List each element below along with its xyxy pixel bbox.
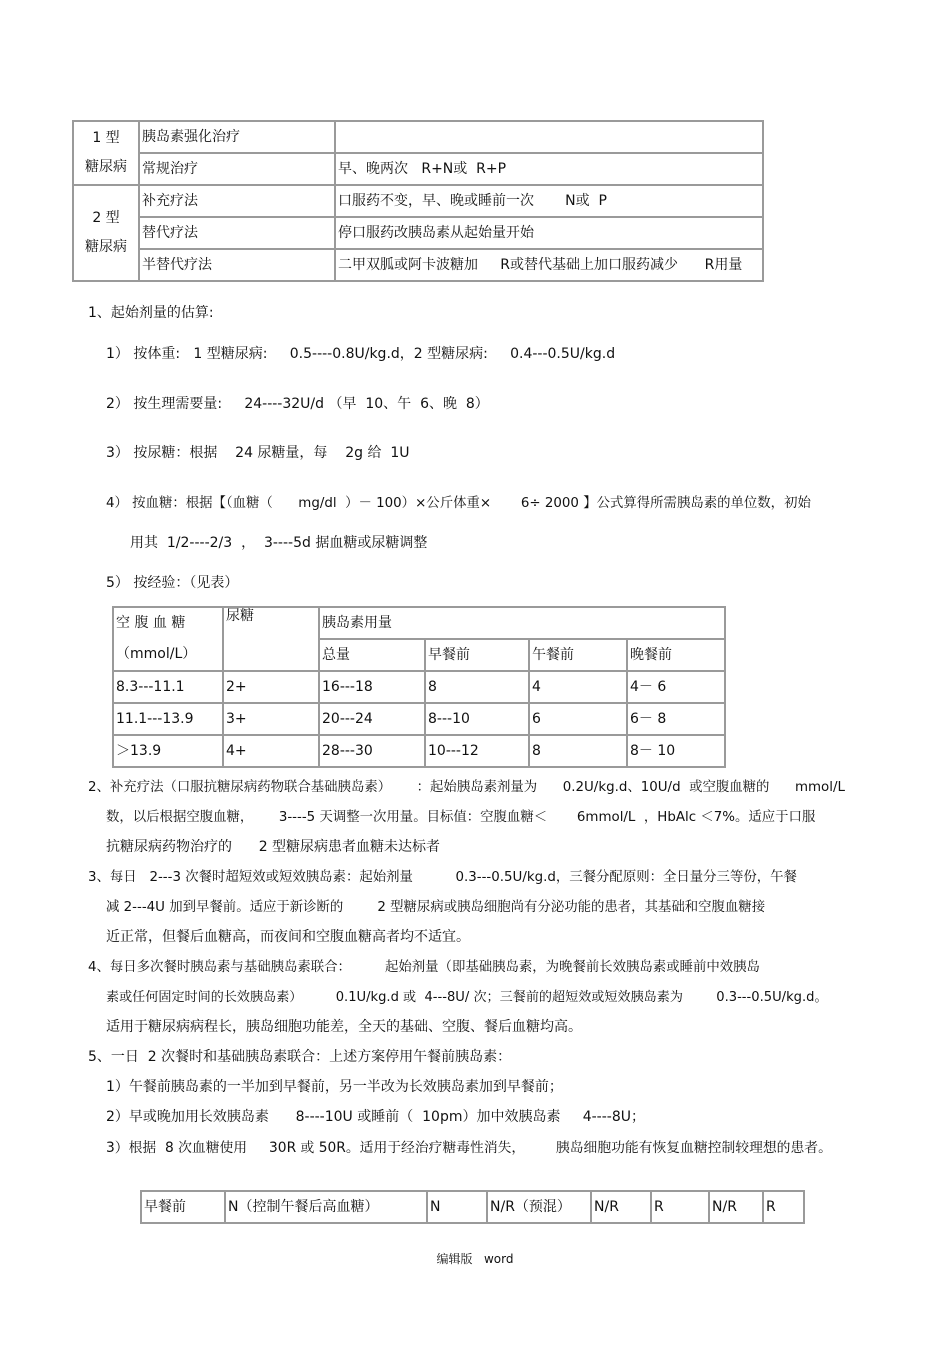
- header-breakfast: 早餐前: [425, 639, 529, 671]
- header-total: 总量: [319, 639, 425, 671]
- table-cell: 4－ 6: [627, 671, 725, 703]
- paragraph-line: 3） 按尿糖：根据 24 尿糖量，每 2g 给 1U: [106, 445, 410, 461]
- paragraph-line: 4、每日多次餐时胰岛素与基础胰岛素联合： 起始剂量（即基础胰岛素，为晚餐前长效胰岛素或睡前中效胰岛: [88, 960, 760, 975]
- table-cell: 替代疗法: [139, 217, 335, 249]
- table-cell: 停口服药改胰岛素从起始量开始: [335, 217, 763, 249]
- table-cell: 6－ 8: [627, 703, 725, 735]
- table-row: [113, 735, 725, 767]
- header-insulin-dose: 胰岛素用量: [319, 607, 725, 639]
- table-cell: 4+: [223, 735, 319, 767]
- table-cell: 6: [529, 703, 627, 735]
- type1-label: 1 型 糖尿病: [73, 121, 139, 185]
- paragraph-line: 1） 按体重: 1 型糖尿病: 0.5----0.8U/kg.d，2 型糖尿病: 0.4---0.5U/kg.d: [106, 346, 616, 362]
- paragraph-line: 4） 按血糖：根据【（血糖（ mg/dl ）－ 100）×公斤体重× 6÷ 2000 】公式算得所需胰岛素的单位数，初始: [106, 496, 811, 511]
- table-cell: 16---18: [319, 671, 425, 703]
- paragraph-line: 5） 按经验：（见表）: [106, 575, 239, 591]
- paragraph-line: 减 2---4U 加到早餐前。适应于新诊断的 2 型糖尿病或胰岛细胞尚有分泌功能的患者，其基础和空腹血糖接: [106, 900, 766, 915]
- table-cell: 8---10: [425, 703, 529, 735]
- table-cell: R: [651, 1191, 709, 1223]
- paragraph-line: 2）早或晚加用长效胰岛素 8----10U 或睡前（ 10pm）加中效胰岛素 4----8U；: [106, 1109, 645, 1125]
- table-row: [73, 121, 763, 153]
- header-urine-sugar: 尿糖: [223, 607, 319, 671]
- table-cell: 胰岛素强化治疗: [139, 121, 335, 153]
- meal-schedule-table: [140, 1190, 805, 1224]
- header-lunch: 午餐前: [529, 639, 627, 671]
- paragraph-line: 用其 1/2----2/3 ， 3----5d 据血糖或尿糖调整: [130, 535, 428, 551]
- table-cell: 11.1---13.9: [113, 703, 223, 735]
- table-cell: 8: [529, 735, 627, 767]
- table-cell: N/R（预混）: [487, 1191, 591, 1223]
- type2-label: 2 型 糖尿病: [73, 185, 139, 281]
- table-cell: 8.3---11.1: [113, 671, 223, 703]
- table-row: [141, 1191, 804, 1223]
- header-fasting-glucose: 空 腹 血 糖 （mmol/L）: [113, 607, 223, 671]
- table-cell: R: [763, 1191, 804, 1223]
- experience-dose-table: [112, 606, 726, 768]
- insulin-regimen-table: [72, 120, 764, 282]
- table-cell: 口服药不变，早、晚或睡前一次 N或 P: [335, 185, 763, 217]
- paragraph-line: 抗糖尿病药物治疗的 2 型糖尿病患者血糖未达标者: [106, 839, 441, 855]
- table-row: [73, 217, 763, 249]
- table-cell: 常规治疗: [139, 153, 335, 185]
- table-cell: 8－ 10: [627, 735, 725, 767]
- table-row: [73, 249, 763, 281]
- table-cell: 2+: [223, 671, 319, 703]
- table-cell: 早、晚两次 R+N或 R+P: [335, 153, 763, 185]
- paragraph-line: 数，以后根据空腹血糖， 3----5 天调整一次用量。目标值：空腹血糖＜ 6mmol/L ，HbAlc ＜7%。适应于口服: [106, 810, 816, 825]
- paragraph-line: 3、每日 2---3 次餐时超短效或短效胰岛素：起始剂量 0.3---0.5U/kg.d，三餐分配原则：全日量分三等份，午餐: [88, 870, 797, 885]
- paragraph-line: 素或任何固定时间的长效胰岛素） 0.1U/kg.d 或 4---8U/ 次；三餐前的超短效或短效胰岛素为 0.3---0.5U/kg.d。: [106, 990, 828, 1005]
- table-cell: 3+: [223, 703, 319, 735]
- table-cell: N: [427, 1191, 487, 1223]
- table-row: [113, 703, 725, 735]
- table-cell: 20---24: [319, 703, 425, 735]
- table-cell: 28---30: [319, 735, 425, 767]
- section-1-heading: 1、起始剂量的估算:: [88, 305, 214, 321]
- table-cell: 半替代疗法: [139, 249, 335, 281]
- table-row: [113, 607, 725, 639]
- table-cell: N/R: [709, 1191, 763, 1223]
- header-dinner: 晚餐前: [627, 639, 725, 671]
- paragraph-line: 1）午餐前胰岛素的一半加到早餐前，另一半改为长效胰岛素加到早餐前；: [106, 1079, 563, 1095]
- paragraph-line: 2、补充疗法（口服抗糖尿病药物联合基础胰岛素） ：起始胰岛素剂量为 0.2U/kg.d、10U/d 或空腹血糖的 mmol/L: [88, 780, 845, 795]
- paragraph-line: 近正常，但餐后血糖高，而夜间和空腹血糖高者均不适宜。: [106, 929, 470, 945]
- table-cell: 早餐前: [141, 1191, 225, 1223]
- table-cell: N/R: [591, 1191, 651, 1223]
- table-cell: 二甲双胍或阿卡波糖加 R或替代基础上加口服药减少 R用量: [335, 249, 763, 281]
- paragraph-line: 5、一日 2 次餐时和基础胰岛素联合：上述方案停用午餐前胰岛素：: [88, 1049, 512, 1065]
- table-row: [113, 671, 725, 703]
- table-cell: 10---12: [425, 735, 529, 767]
- page-footer: 编辑版 word: [436, 1252, 514, 1266]
- table-cell: [335, 121, 763, 153]
- table-cell: 8: [425, 671, 529, 703]
- paragraph-line: 3）根据 8 次血糖使用 30R 或 50R。适用于经治疗糖毒性消失， 胰岛细胞功能有恢复血糖控制较理想的患者。: [106, 1140, 832, 1156]
- paragraph-line: 适用于糖尿病病程长，胰岛细胞功能差，全天的基础、空腹、餐后血糖均高。: [106, 1019, 582, 1035]
- table-cell: 4: [529, 671, 627, 703]
- table-cell: N（控制午餐后高血糖）: [225, 1191, 427, 1223]
- table-row: [73, 153, 763, 185]
- table-cell: 补充疗法: [139, 185, 335, 217]
- table-cell: ＞13.9: [113, 735, 223, 767]
- paragraph-line: 2） 按生理需要量: 24----32U/d （早 10、午 6、晚 8）: [106, 396, 489, 412]
- table-row: [73, 185, 763, 217]
